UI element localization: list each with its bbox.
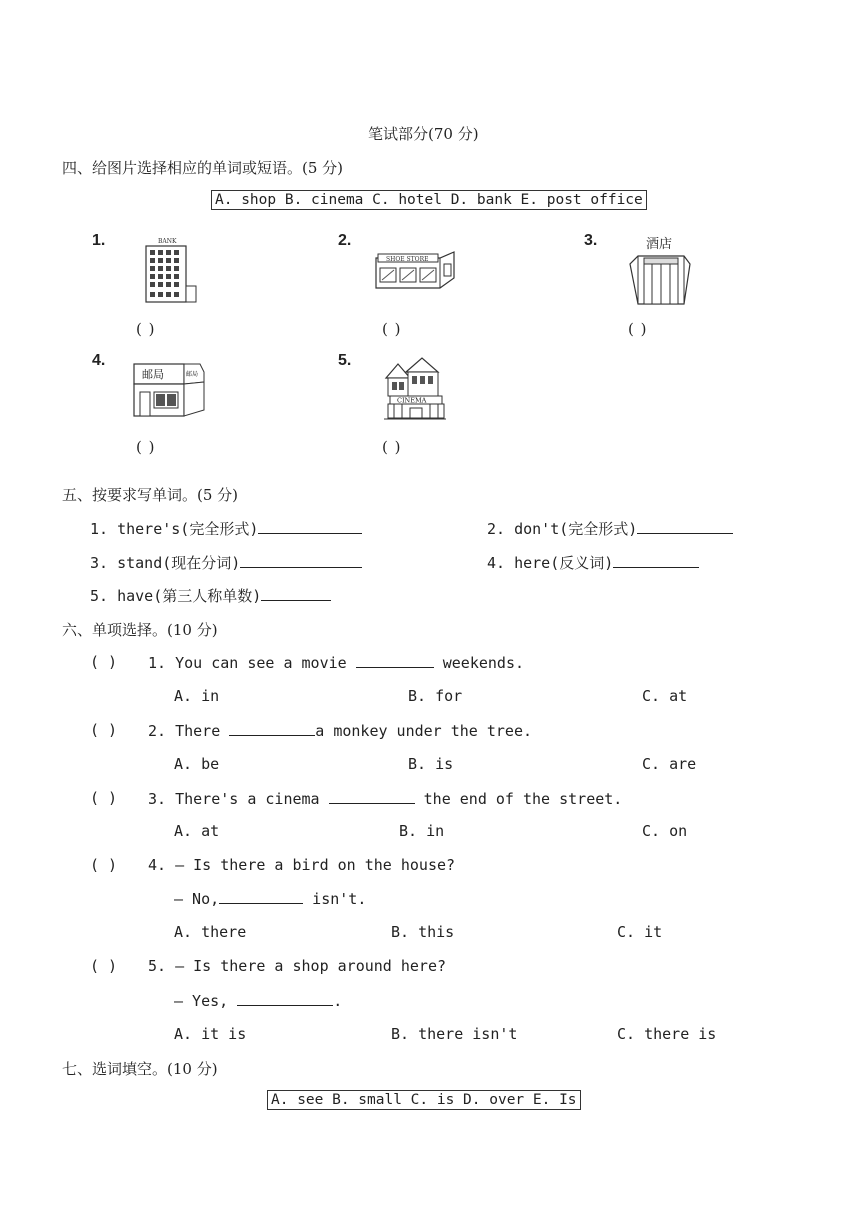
- picture-2-number: 2.: [338, 232, 352, 249]
- picture-2-answer-paren[interactable]: ( ): [382, 320, 402, 338]
- question-2-option-b[interactable]: B. is: [408, 755, 454, 773]
- word-item-4-label: 4. here(反义词): [487, 554, 614, 572]
- question-4-option-a[interactable]: A. there: [174, 923, 247, 941]
- question-5-stem: 5. — Is there a shop around here?: [148, 957, 447, 975]
- word-item-4: [487, 552, 699, 573]
- question-4-blank[interactable]: [219, 889, 303, 904]
- question-3-stem: [148, 789, 622, 808]
- question-4-option-c[interactable]: C. it: [617, 923, 663, 941]
- question-1-option-b[interactable]: B. for: [408, 687, 463, 705]
- question-3-text-end: the end of the street.: [414, 790, 623, 808]
- word-item-5-label: 5. have(第三人称单数): [90, 587, 262, 605]
- hotel-icon: [626, 232, 696, 310]
- question-3-text: 3. There's a cinema: [148, 790, 329, 808]
- question-2-option-a[interactable]: A. be: [174, 755, 220, 773]
- post-office-side-sign-text: 邮局: [186, 371, 199, 378]
- shoe-store-icon: [372, 250, 458, 292]
- word-item-5: [90, 585, 331, 606]
- question-4-reply-text: — No,: [174, 890, 220, 908]
- picture-3-number: 3.: [584, 232, 598, 249]
- bank-building-icon: [140, 236, 200, 308]
- word-item-1-label: 1. there's(完全形式): [90, 520, 259, 538]
- shoe-store-sign-text: SHOE STORE: [386, 256, 429, 263]
- question-5-option-b[interactable]: B. there isn't: [391, 1025, 518, 1043]
- question-1-option-a[interactable]: A. in: [174, 687, 220, 705]
- picture-5-number: 5.: [338, 352, 352, 369]
- question-5-blank[interactable]: [237, 991, 333, 1006]
- question-5-paren[interactable]: ( ): [90, 957, 118, 975]
- word-item-2-blank[interactable]: [637, 519, 733, 534]
- word-item-2: [487, 518, 733, 539]
- question-3-option-c[interactable]: C. on: [642, 822, 688, 840]
- question-5-reply: [174, 991, 342, 1010]
- question-3-option-a[interactable]: A. at: [174, 822, 220, 840]
- picture-5-answer-paren[interactable]: ( ): [382, 438, 402, 456]
- question-1-text-end: weekends.: [433, 654, 525, 672]
- question-4-stem: 4. — Is there a bird on the house?: [148, 856, 456, 874]
- cinema-sign-text: CINEMA: [397, 396, 427, 405]
- question-4-paren[interactable]: ( ): [90, 856, 118, 874]
- question-1-blank[interactable]: [356, 653, 434, 668]
- question-5-option-a[interactable]: A. it is: [174, 1025, 247, 1043]
- word-item-4-blank[interactable]: [613, 553, 699, 568]
- picture-1-answer-paren[interactable]: ( ): [136, 320, 156, 338]
- picture-4-answer-paren[interactable]: ( ): [136, 438, 156, 456]
- question-2-paren[interactable]: ( ): [90, 721, 118, 739]
- question-4-reply: [174, 889, 366, 908]
- section-7-options-box: A. see B. small C. is D. over E. Is: [267, 1090, 581, 1110]
- post-office-icon: [132, 362, 206, 418]
- word-item-1: [90, 518, 362, 539]
- question-5-reply-end: .: [333, 992, 343, 1010]
- section-6-heading: 六、单项选择。(10 分): [62, 621, 218, 639]
- cinema-icon: [384, 356, 446, 422]
- question-2-text-end: a monkey under the tree.: [315, 722, 533, 740]
- word-item-2-label: 2. don't(完全形式): [487, 520, 638, 538]
- question-1-stem: [148, 653, 524, 672]
- question-5-option-c[interactable]: C. there is: [617, 1025, 717, 1043]
- word-item-1-blank[interactable]: [258, 519, 362, 534]
- question-5-reply-text: — Yes,: [174, 992, 238, 1010]
- section-4-heading: 四、给图片选择相应的单词或短语。(5 分): [62, 159, 344, 177]
- picture-4-number: 4.: [92, 352, 106, 369]
- hotel-sign-text: 酒店: [646, 237, 673, 252]
- question-2-text: 2. There: [148, 722, 230, 740]
- question-2-blank[interactable]: [229, 721, 315, 736]
- question-3-option-b[interactable]: B. in: [399, 822, 445, 840]
- section-4-options-box: A. shop B. cinema C. hotel D. bank E. post office: [211, 190, 647, 210]
- word-item-3-blank[interactable]: [240, 553, 362, 568]
- question-4-option-b[interactable]: B. this: [391, 923, 455, 941]
- bank-sign-text: BANK: [158, 238, 177, 245]
- word-item-5-blank[interactable]: [261, 586, 331, 601]
- question-1-paren[interactable]: ( ): [90, 653, 118, 671]
- post-office-sign-text: 邮局: [142, 368, 164, 381]
- word-item-3: [90, 552, 362, 573]
- question-1-text: 1. You can see a movie: [148, 654, 356, 672]
- question-4-reply-end: isn't.: [303, 890, 367, 908]
- picture-1-number: 1.: [92, 232, 106, 249]
- question-3-blank[interactable]: [329, 789, 415, 804]
- section-7-heading: 七、选词填空。(10 分): [62, 1060, 218, 1078]
- word-item-3-label: 3. stand(现在分词): [90, 554, 241, 572]
- question-1-option-c[interactable]: C. at: [642, 687, 688, 705]
- section-5-heading: 五、按要求写单词。(5 分): [62, 486, 239, 504]
- picture-3-answer-paren[interactable]: ( ): [628, 320, 648, 338]
- question-2-option-c[interactable]: C. are: [642, 755, 697, 773]
- question-2-stem: [148, 721, 532, 740]
- question-3-paren[interactable]: ( ): [90, 789, 118, 807]
- page-title: 笔试部分(70 分): [368, 125, 479, 143]
